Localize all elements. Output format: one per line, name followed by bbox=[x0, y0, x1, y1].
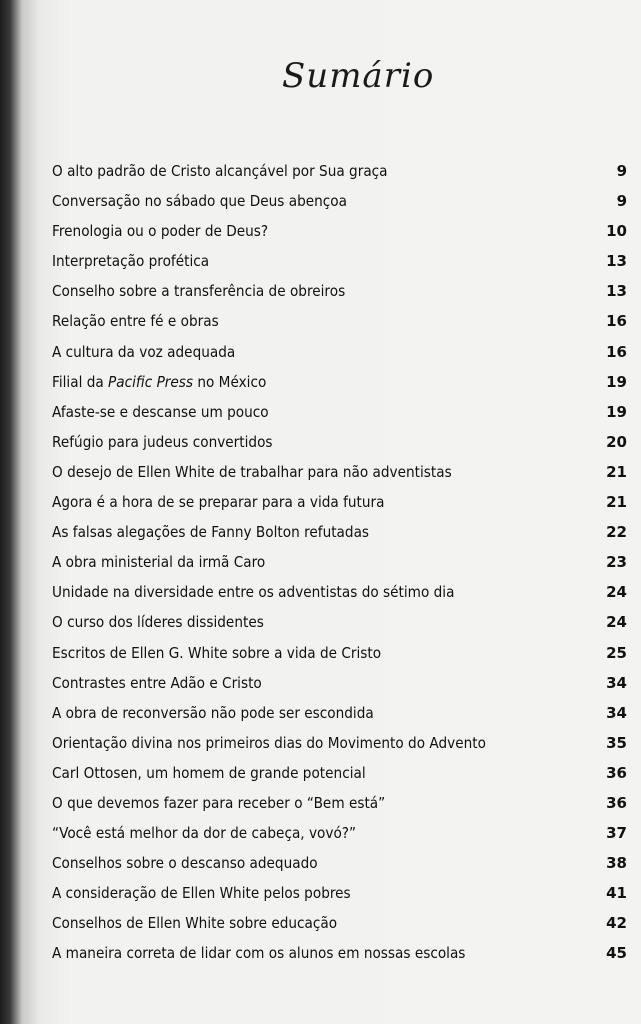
toc-entry-title: A cultura da voz adequada bbox=[52, 342, 236, 361]
toc-entry-title: Carl Ottosen, um homem de grande potencial bbox=[52, 763, 366, 782]
toc-entry-page: 36 bbox=[606, 763, 627, 782]
toc-entry-page: 25 bbox=[606, 643, 627, 662]
toc-entry-title: O curso dos líderes dissidentes bbox=[52, 613, 264, 632]
toc-entry-title-part: Filial da bbox=[52, 372, 109, 391]
toc-entry bbox=[52, 158, 627, 188]
toc-entry-title: A obra ministerial da irmã Caro bbox=[52, 553, 266, 572]
toc-entry-page: 16 bbox=[606, 312, 627, 331]
toc-entry-page: 21 bbox=[606, 493, 627, 512]
toc-entry-page: 19 bbox=[606, 402, 627, 421]
toc-entry bbox=[52, 549, 627, 579]
toc-entry bbox=[52, 940, 627, 970]
toc-entry-title: As falsas alegações de Fanny Bolton refutadas bbox=[52, 523, 370, 542]
toc-entry-title: Refúgio para judeus convertidos bbox=[52, 432, 273, 451]
toc-entry-title: Frenologia ou o poder de Deus? bbox=[52, 222, 269, 241]
toc-entry-title: O alto padrão de Cristo alcançável por Sua graça bbox=[52, 162, 388, 180]
toc-entry bbox=[52, 910, 627, 940]
toc-entry bbox=[52, 369, 627, 399]
toc-entry bbox=[52, 278, 627, 308]
toc-entry-title: Agora é a hora de se preparar para a vida futura bbox=[52, 493, 385, 512]
toc-entry-page: 9 bbox=[616, 192, 627, 211]
toc-entry bbox=[52, 880, 627, 910]
toc-entry-title-italic: Pacific Press bbox=[108, 372, 194, 391]
toc-entry bbox=[52, 850, 627, 880]
toc-entry bbox=[52, 730, 627, 760]
toc-entry bbox=[52, 790, 627, 820]
toc-entry bbox=[52, 339, 627, 369]
toc-entry bbox=[52, 218, 627, 248]
toc-entry-page: 35 bbox=[606, 733, 627, 752]
toc-entry-title: Unidade na diversidade entre os adventistas do sétimo dia bbox=[52, 583, 455, 602]
toc-entry-page: 9 bbox=[616, 162, 627, 180]
toc-entry-page: 41 bbox=[606, 884, 627, 903]
toc-entry-title: “Você está melhor da dor de cabeça, vovó?” bbox=[52, 824, 357, 843]
toc-entry bbox=[52, 700, 627, 730]
toc-entry-title: A obra de reconversão não pode ser escondida bbox=[52, 703, 374, 722]
toc-entry bbox=[52, 760, 627, 790]
toc-entry-page: 10 bbox=[606, 222, 627, 241]
toc-entry-page: 21 bbox=[606, 462, 627, 481]
toc-entry-title: Conselho sobre a transferência de obreiros bbox=[52, 282, 346, 301]
toc-entry-title: Conselhos sobre o descanso adequado bbox=[52, 854, 318, 873]
toc-entry-page: 45 bbox=[606, 944, 627, 963]
toc-entry-title: Orientação divina nos primeiros dias do Movimento do Advento bbox=[52, 733, 486, 752]
toc-entry-page: 13 bbox=[606, 282, 627, 301]
toc-entry bbox=[52, 640, 627, 670]
page-title: Sumário bbox=[282, 56, 435, 96]
toc-entry-title: A consideração de Ellen White pelos pobres bbox=[52, 884, 351, 903]
toc-entry-title: O desejo de Ellen White de trabalhar para não adventistas bbox=[52, 462, 452, 481]
toc-entry-title: O que devemos fazer para receber o “Bem está” bbox=[52, 793, 386, 812]
toc-entry-page: 24 bbox=[606, 583, 627, 602]
toc-entry-page: 24 bbox=[606, 613, 627, 632]
toc-entry-page: 19 bbox=[606, 372, 627, 391]
toc-entry-title: Interpretação profética bbox=[52, 252, 210, 271]
toc-entry-page: 16 bbox=[606, 342, 627, 361]
toc-entry-title: Afaste-se e descanse um pouco bbox=[52, 402, 269, 421]
toc-entry-title: A maneira correta de lidar com os alunos em nossas escolas bbox=[52, 944, 466, 963]
toc-entry bbox=[52, 429, 627, 459]
toc-entry bbox=[52, 188, 627, 218]
toc-entry bbox=[52, 308, 627, 338]
toc-entry-title: Relação entre fé e obras bbox=[52, 312, 219, 331]
toc-entry bbox=[52, 579, 627, 609]
toc-entry-page: 34 bbox=[606, 703, 627, 722]
table-of-contents bbox=[52, 158, 627, 971]
toc-entry-page: 42 bbox=[606, 914, 627, 933]
toc-entry bbox=[52, 248, 627, 278]
toc-entry-title bbox=[52, 373, 266, 391]
toc-entry bbox=[52, 489, 627, 519]
toc-entry-page: 34 bbox=[606, 673, 627, 692]
toc-entry bbox=[52, 609, 627, 639]
toc-entry-title: Escritos de Ellen G. White sobre a vida de Cristo bbox=[52, 643, 382, 662]
toc-entry bbox=[52, 820, 627, 850]
toc-entry-title-part: no México bbox=[193, 372, 267, 391]
toc-entry-page: 23 bbox=[606, 553, 627, 572]
toc-entry bbox=[52, 399, 627, 429]
toc-entry-title: Conversação no sábado que Deus abençoa bbox=[52, 192, 348, 211]
toc-entry-page: 37 bbox=[606, 824, 627, 843]
toc-entry-title: Contrastes entre Adão e Cristo bbox=[52, 673, 262, 692]
toc-entry-page: 36 bbox=[606, 793, 627, 812]
toc-entry bbox=[52, 459, 627, 489]
toc-entry-page: 20 bbox=[606, 432, 627, 451]
toc-entry-page: 22 bbox=[606, 523, 627, 542]
toc-entry bbox=[52, 670, 627, 700]
toc-entry bbox=[52, 519, 627, 549]
toc-entry-page: 13 bbox=[606, 252, 627, 271]
toc-entry-page: 38 bbox=[606, 854, 627, 873]
toc-entry-title: Conselhos de Ellen White sobre educação bbox=[52, 914, 338, 933]
